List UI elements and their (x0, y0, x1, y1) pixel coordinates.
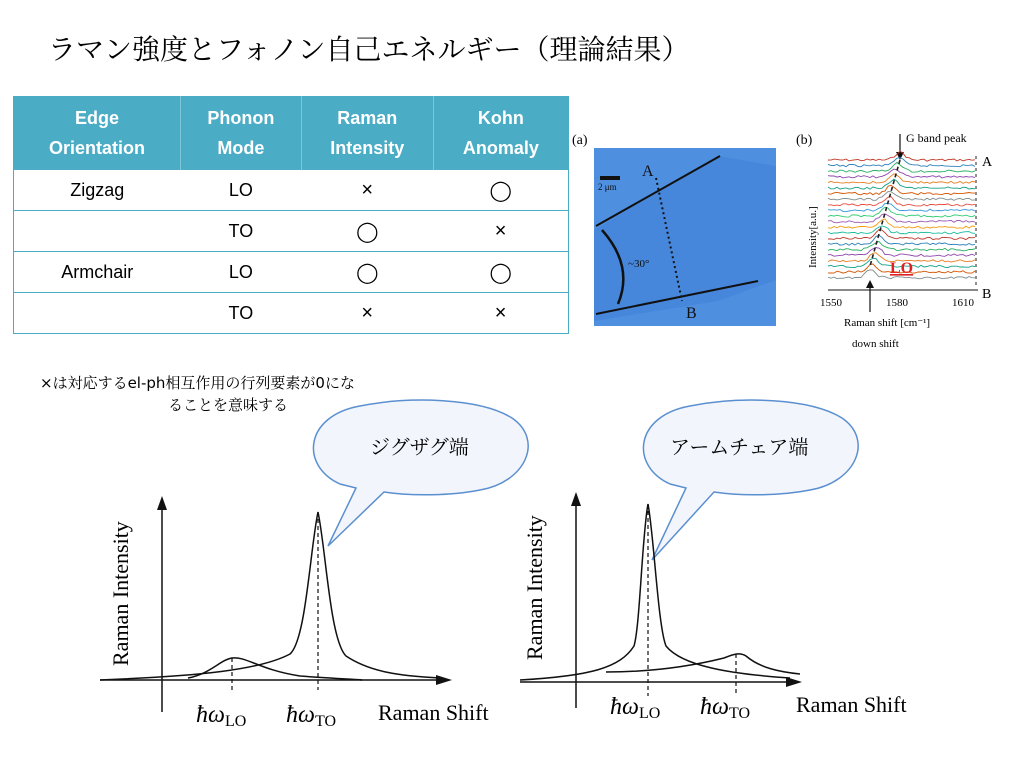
lo-peak-curve (188, 658, 362, 680)
figure-b-panel-label: (b) (796, 133, 813, 148)
figure-a-panel-label: (a) (572, 133, 588, 148)
table-row (14, 170, 569, 211)
spectrum-trace (828, 163, 975, 173)
spectrum-trace (828, 235, 975, 245)
tick-hbar-omega-lo: ħωLO (610, 694, 661, 722)
y-axis-label: Raman Intensity (108, 521, 133, 666)
scale-bar-label: 2 μm (598, 182, 617, 192)
table-row (14, 252, 569, 293)
cell-kohn: × (433, 293, 568, 334)
tick-hbar-omega-lo: ħωLO (196, 702, 247, 730)
point-a-label: A (642, 163, 654, 180)
bubble-armchair-text: アームチェア端 (670, 437, 809, 459)
footnote-line-1: ×は対応するel-ph相互作用の行列要素が0にな (40, 374, 355, 392)
cell-raman: × (301, 293, 433, 334)
table-row (14, 211, 569, 252)
cell-edge: Zigzag (14, 170, 181, 211)
spectrum-trace (828, 242, 975, 251)
bubble-zigzag-text: ジグザグ端 (370, 437, 469, 459)
table-header-row (14, 97, 569, 170)
spectra-xlabel: Raman shift [cm⁻¹] (844, 317, 931, 329)
header-edge-orientation: Edge Orientation (14, 97, 181, 170)
figure-a-micrograph (568, 126, 778, 328)
cell-mode: TO (180, 211, 301, 252)
cell-mode: LO (180, 252, 301, 293)
header-phonon-mode: Phonon Mode (180, 97, 301, 170)
footnote-line-2: ることを意味する (168, 396, 289, 414)
x-axis-label: Raman Shift (796, 692, 907, 717)
cell-kohn: ◯ (433, 252, 568, 293)
spectrum-trace (828, 179, 975, 189)
to-peak-curve (100, 512, 440, 680)
graph-armchair (510, 486, 930, 736)
cell-kohn: ◯ (433, 170, 568, 211)
y-axis-arrow (571, 492, 581, 506)
xtick-1610: 1610 (952, 297, 974, 309)
page-title: ラマン強度とフォノン自己エネルギー（理論結果） (48, 33, 690, 66)
figure-b-spectra (790, 126, 1020, 354)
down-shift-label: down shift (852, 338, 899, 350)
cell-kohn: × (433, 211, 568, 252)
cell-edge: Armchair (14, 252, 181, 293)
cell-mode: LO (180, 170, 301, 211)
point-b-label: B (686, 305, 697, 322)
table-row (14, 293, 569, 334)
tick-hbar-omega-to: ħωTO (286, 702, 336, 730)
cell-edge (14, 293, 181, 334)
angle-label: ~30° (628, 258, 650, 270)
g-band-peak-label: G band peak (906, 131, 967, 145)
cell-raman: ◯ (301, 252, 433, 293)
y-axis-arrow (157, 496, 167, 510)
x-axis-label: Raman Shift (378, 700, 489, 725)
spectra-label-b: B (982, 287, 992, 302)
y-axis-label: Raman Intensity (522, 515, 547, 660)
to-peak-curve (606, 654, 800, 674)
header-raman-intensity: Raman Intensity (301, 97, 433, 170)
cell-mode: TO (180, 293, 301, 334)
spectrum-trace (828, 185, 975, 195)
lo-label: LO (890, 260, 914, 277)
xtick-1580: 1580 (886, 297, 908, 309)
cell-raman: ◯ (301, 211, 433, 252)
spectrum-trace (828, 219, 975, 228)
edge-phonon-table (13, 96, 569, 334)
scale-bar (600, 176, 620, 180)
cell-raman: × (301, 170, 433, 211)
spectrum-trace (828, 207, 975, 217)
x-axis-arrow (436, 675, 452, 685)
spectrum-trace (828, 230, 975, 240)
down-shift-arrow-head (866, 280, 874, 288)
spectra-label-a: A (982, 155, 993, 170)
tick-hbar-omega-to: ħωTO (700, 694, 750, 722)
xtick-1550: 1550 (820, 297, 842, 309)
spectrum-trace (828, 174, 975, 184)
spectra-ylabel: Intensity[a.u.] (807, 206, 819, 268)
lo-peak-curve (520, 504, 790, 680)
cell-edge (14, 211, 181, 252)
graph-zigzag (100, 490, 520, 740)
header-kohn-anomaly: Kohn Anomaly (433, 97, 568, 170)
